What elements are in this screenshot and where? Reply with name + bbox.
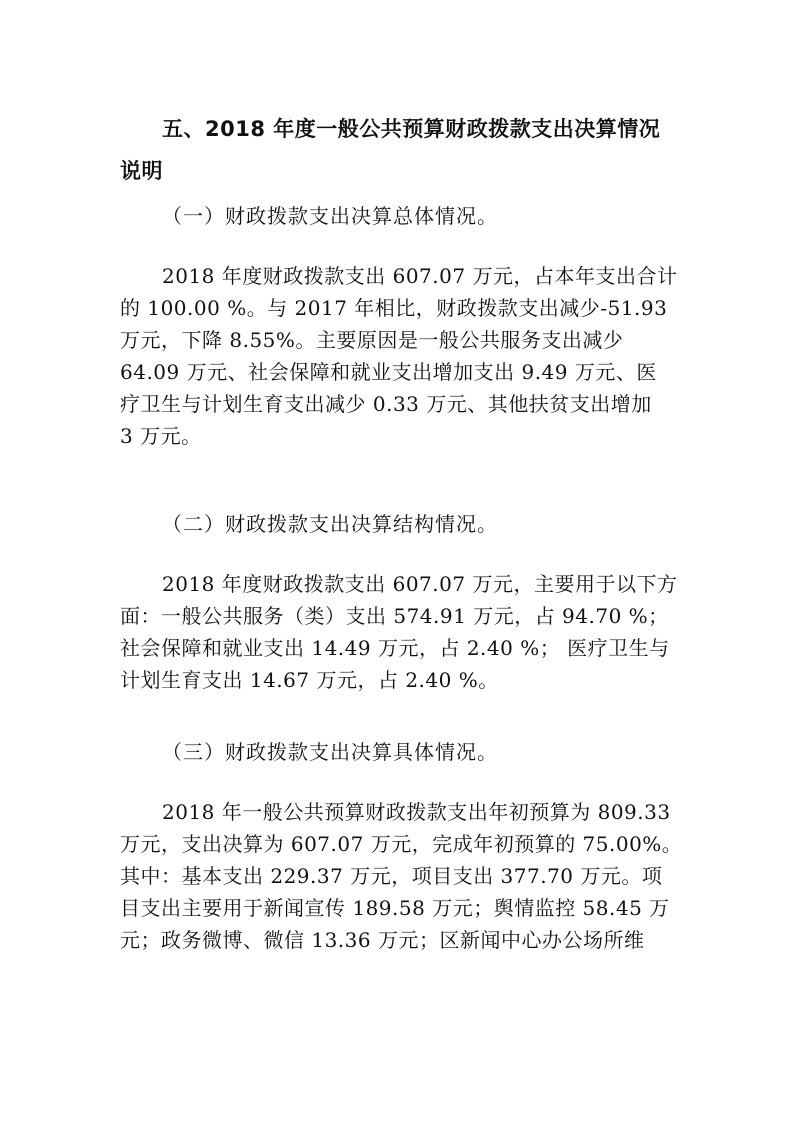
paragraph-structure [120,568,680,696]
paragraph-line: 2018 年度财政拨款支出 607.07 万元，主要用于以下方 [162,572,678,596]
subsection-title-details: （三）财政拨款支出决算具体情况。 [162,740,498,764]
paragraph-line: 疗卫生与计划生育支出减少 0.33 万元、其他扶贫支出增加 [120,392,652,416]
paragraph-line: 计划生育支出 14.67 万元，占 2.40 %。 [120,668,499,692]
paragraph-line: 万元，下降 8.55%。主要原因是一般公共服务支出减少 [120,328,624,352]
paragraph-line: 社会保障和就业支出 14.49 万元，占 2.40 %； 医疗卫生与 [120,636,670,660]
subsection-title-structure: （二）财政拨款支出决算结构情况。 [162,512,498,536]
paragraph-line: 的 100.00 %。与 2017 年相比，财政拨款支出减少-51.93 [120,296,668,320]
paragraph-line: 2018 年度财政拨款支出 607.07 万元，占本年支出合计 [162,264,678,288]
paragraph-details [120,796,683,956]
paragraph-line: 面：一般公共服务（类）支出 574.91 万元，占 94.70 %； [120,604,669,628]
paragraph-line: 其中：基本支出 229.37 万元，项目支出 377.70 万元。项 [120,864,663,888]
paragraph-line: 64.09 万元、社会保障和就业支出增加支出 9.49 万元、医 [120,360,657,384]
paragraph-line: 2018 年一般公共预算财政拨款支出年初预算为 809.33 [162,800,671,824]
section-heading: 五、2018 年度一般公共预算财政拨款支出决算情况说明 [120,117,661,183]
paragraph-line: 元；政务微博、微信 13.36 万元；区新闻中心办公场所维 [120,928,645,952]
paragraph-line: 万元，支出决算为 607.07 万元，完成年初预算的 75.00%。 [120,832,683,856]
paragraph-line: 目支出主要用于新闻宣传 189.58 万元；舆情监控 58.45 万 [120,896,670,920]
paragraph-overall [120,260,680,452]
subsection-title-overall: （一）财政拨款支出决算总体情况。 [162,204,498,228]
paragraph-line: 3 万元。 [120,424,202,448]
